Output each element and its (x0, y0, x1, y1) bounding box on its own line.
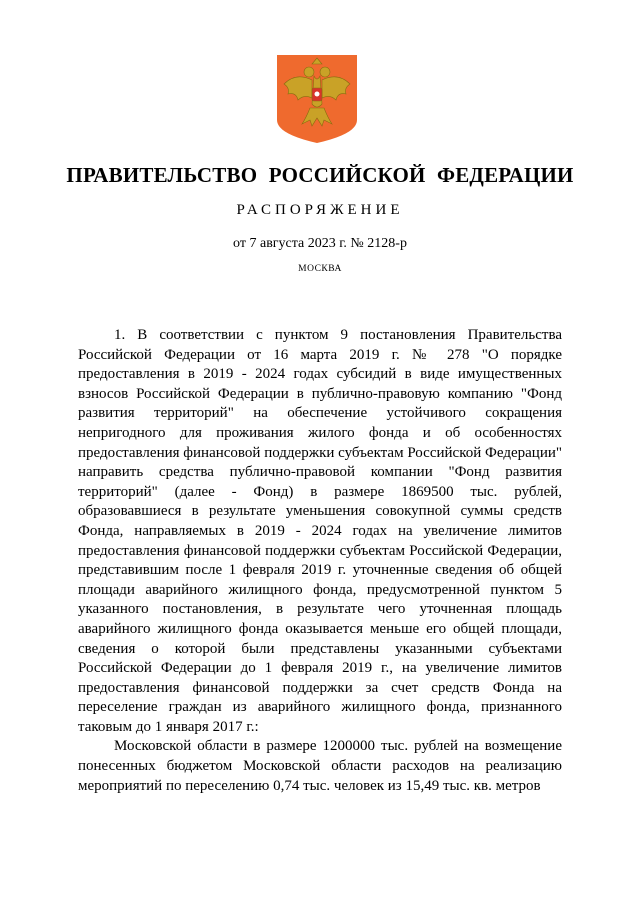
document-city: МОСКВА (298, 264, 342, 274)
government-title: ПРАВИТЕЛЬСТВО РОССИЙСКОЙ ФЕДЕРАЦИИ (66, 163, 574, 187)
document-date-number: от 7 августа 2023 г. № 2128-р (233, 236, 407, 251)
paragraph-1: 1. В соответствии с пунктом 9 постановления Правительства Российской Федерации от 16 марта 2019 г. № 278 "О порядке предоставления в 2019 - 2024 годах субсидий в виде имущественных взносов Российской Федерации в публично-правовую компанию "Фонд развития территорий" на обеспечение устойчивого сокращения непригодного для проживания жилого фонда и об особенностях предоставления финансовой поддержки субъектам Российской Федерации" направить средства публично-правовой компании "Фонд развития территорий" (далее - Фонд) в размере 1869500 тыс. рублей, образовавшиеся в результате уменьшения совокупной суммы средств Фонда, направляемых в 2019 - 2024 годах на увеличение лимитов предоставления финансовой поддержки субъектам Российской Федерации, представившим после 1 февраля 2019 г. уточненные сведения об общей площади аварийного жилищного фонда, предусмотренной пунктом 5 указанного постановления, в результате чего уточненная площадь аварийного жилищного фонда оказывается меньше его общей площади, сведения о которой были представлены указанными субъектами Российской Федерации до 1 февраля 2019 г., на увеличение лимитов предоставления финансовой поддержки за счет средств Фонда на переселение граждан из аварийного жилищного фонда, признанного таковым до 1 января 2017 г.: (78, 327, 562, 735)
document-type: РАСПОРЯЖЕНИЕ (236, 202, 404, 218)
document-body (78, 326, 562, 796)
paragraph-2: Московской области в размере 1200000 тыс. рублей на возмещение понесенных бюджетом Московской области расходов на реализацию мероприятий по переселению 0,74 тыс. человек из 15,49 тыс. кв. метров (78, 738, 562, 794)
coat-of-arms-icon (276, 54, 358, 144)
